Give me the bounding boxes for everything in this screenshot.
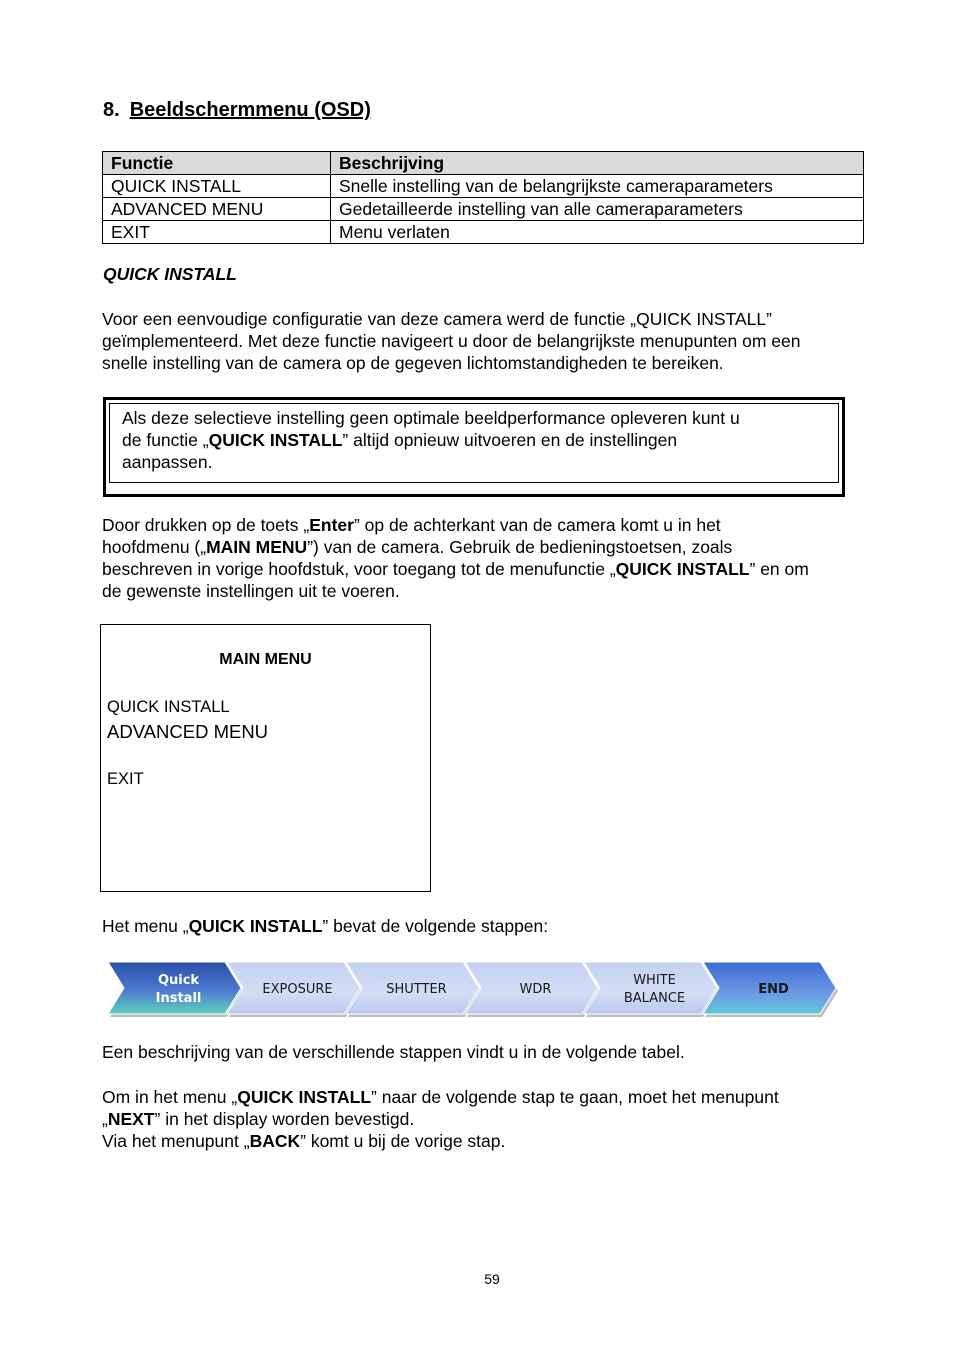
text-span: ” en om (749, 559, 809, 579)
table-cell: EXIT (103, 221, 331, 244)
text-line: de gewenste instellingen uit te voeren. (102, 581, 400, 601)
text-span: ” in het display worden bevestigd. (154, 1109, 415, 1129)
table-cell: Snelle instelling van de belangrijkste cameraparameters (331, 175, 864, 198)
text-span: ” altijd opnieuw uitvoeren en de instellingen (342, 430, 678, 450)
step-shape (108, 962, 241, 1014)
step-chevron (703, 962, 838, 1017)
text-line (102, 1130, 892, 1152)
text-line (102, 1086, 892, 1108)
text-span: ”) van de camera. Gebruik de bedieningstoetsen, zoals (307, 537, 733, 557)
osd-menu-item-exit: EXIT (107, 770, 144, 788)
step-chevron (584, 962, 719, 1017)
table-row (103, 198, 864, 221)
section-title: Beeldschermmenu (OSD) (129, 99, 371, 121)
note-box-inner (109, 403, 839, 483)
bold-span: QUICK INSTALL (237, 1087, 372, 1107)
text-span: „ (102, 1109, 108, 1129)
text-line (122, 429, 826, 451)
bold-span: QUICK INSTALL (188, 916, 323, 936)
table-cell: ADVANCED MENU (103, 198, 331, 221)
step-label: WDR (519, 982, 552, 997)
text-line (102, 558, 892, 580)
section-number: 8. (103, 99, 120, 121)
text-span: ” op de achterkant van de camera komt u in het (353, 515, 721, 535)
step-label: SHUTTER (386, 982, 447, 997)
step-chevron (346, 962, 481, 1017)
step-chevron (227, 962, 362, 1017)
step-chevron (108, 962, 243, 1017)
text-span: ” komt u bij de vorige stap. (300, 1131, 506, 1151)
step-label: Quick (157, 973, 200, 988)
text-span: Het menu „ (102, 916, 189, 936)
text-line: Als deze selectieve instelling geen optimale beeldperformance opleveren kunt u (122, 408, 740, 428)
text-line (102, 514, 892, 536)
table-cell: Menu verlaten (331, 221, 864, 244)
osd-main-menu-box (100, 624, 431, 892)
step-label: BALANCE (623, 991, 686, 1006)
table-row (103, 175, 864, 198)
osd-menu-item-quick-install: QUICK INSTALL (107, 698, 230, 716)
text-line: Voor een eenvoudige configuratie van deze camera werd de functie „QUICK INSTALL” (102, 309, 772, 329)
text-span: de functie „ (122, 430, 209, 450)
osd-menu-item-advanced-menu: ADVANCED MENU (107, 721, 269, 742)
bold-span: BACK (249, 1131, 301, 1151)
text-span: beschreven in vorige hoofdstuk, voor toegang tot de menufunctie „ (102, 559, 616, 579)
bold-span: QUICK INSTALL (208, 430, 343, 450)
table-cell: Gedetailleerde instelling van alle cameraparameters (331, 198, 864, 221)
bold-span: QUICK INSTALL (615, 559, 750, 579)
page-number: 59 (484, 1271, 500, 1287)
description-paragraph: Een beschrijving van de verschillende stappen vindt u in de volgende tabel. (102, 1042, 685, 1062)
steps-intro (102, 915, 892, 937)
table-header-function: Functie (103, 152, 331, 175)
next-back-paragraph (102, 1086, 892, 1152)
bold-span: MAIN MENU (206, 537, 308, 557)
table-row (103, 221, 864, 244)
table-cell: QUICK INSTALL (103, 175, 331, 198)
note-box (103, 397, 845, 497)
enter-paragraph (102, 514, 892, 602)
text-span: Om in het menu „ (102, 1087, 238, 1107)
step-label: WHITE (633, 973, 676, 988)
step-label: EXPOSURE (262, 982, 333, 997)
text-line: snelle instelling van de camera op de gegeven lichtomstandigheden te bereiken. (102, 353, 724, 373)
osd-menu-title: MAIN MENU (219, 651, 312, 668)
table-header-description: Beschrijving (331, 152, 864, 175)
bold-span: NEXT (107, 1109, 155, 1129)
quick-install-steps-diagram (108, 960, 848, 1020)
text-line (102, 536, 892, 558)
text-span: ” naar de volgende stap te gaan, moet het menupunt (371, 1087, 779, 1107)
text-span: Door drukken op de toets „ (102, 515, 310, 535)
text-span: hoofdmenu („ (102, 537, 207, 557)
step-shape (584, 962, 717, 1014)
text-line: aanpassen. (122, 452, 213, 472)
step-label: END (758, 982, 789, 997)
intro-paragraph (102, 308, 892, 374)
subheading-quick-install: QUICK INSTALL (103, 264, 237, 284)
bold-span: Enter (309, 515, 354, 535)
text-line: geïmplementeerd. Met deze functie navigeert u door de belangrijkste menupunten om een (102, 331, 801, 351)
steps-svg (108, 960, 848, 1020)
table-header-row (103, 152, 864, 175)
text-span: Via het menupunt „ (102, 1131, 250, 1151)
section-heading (103, 99, 371, 122)
function-table (102, 151, 864, 244)
step-chevron (465, 962, 600, 1017)
text-span: ” bevat de volgende stappen: (322, 916, 549, 936)
text-line (102, 1108, 892, 1130)
step-label: Install (155, 991, 202, 1006)
